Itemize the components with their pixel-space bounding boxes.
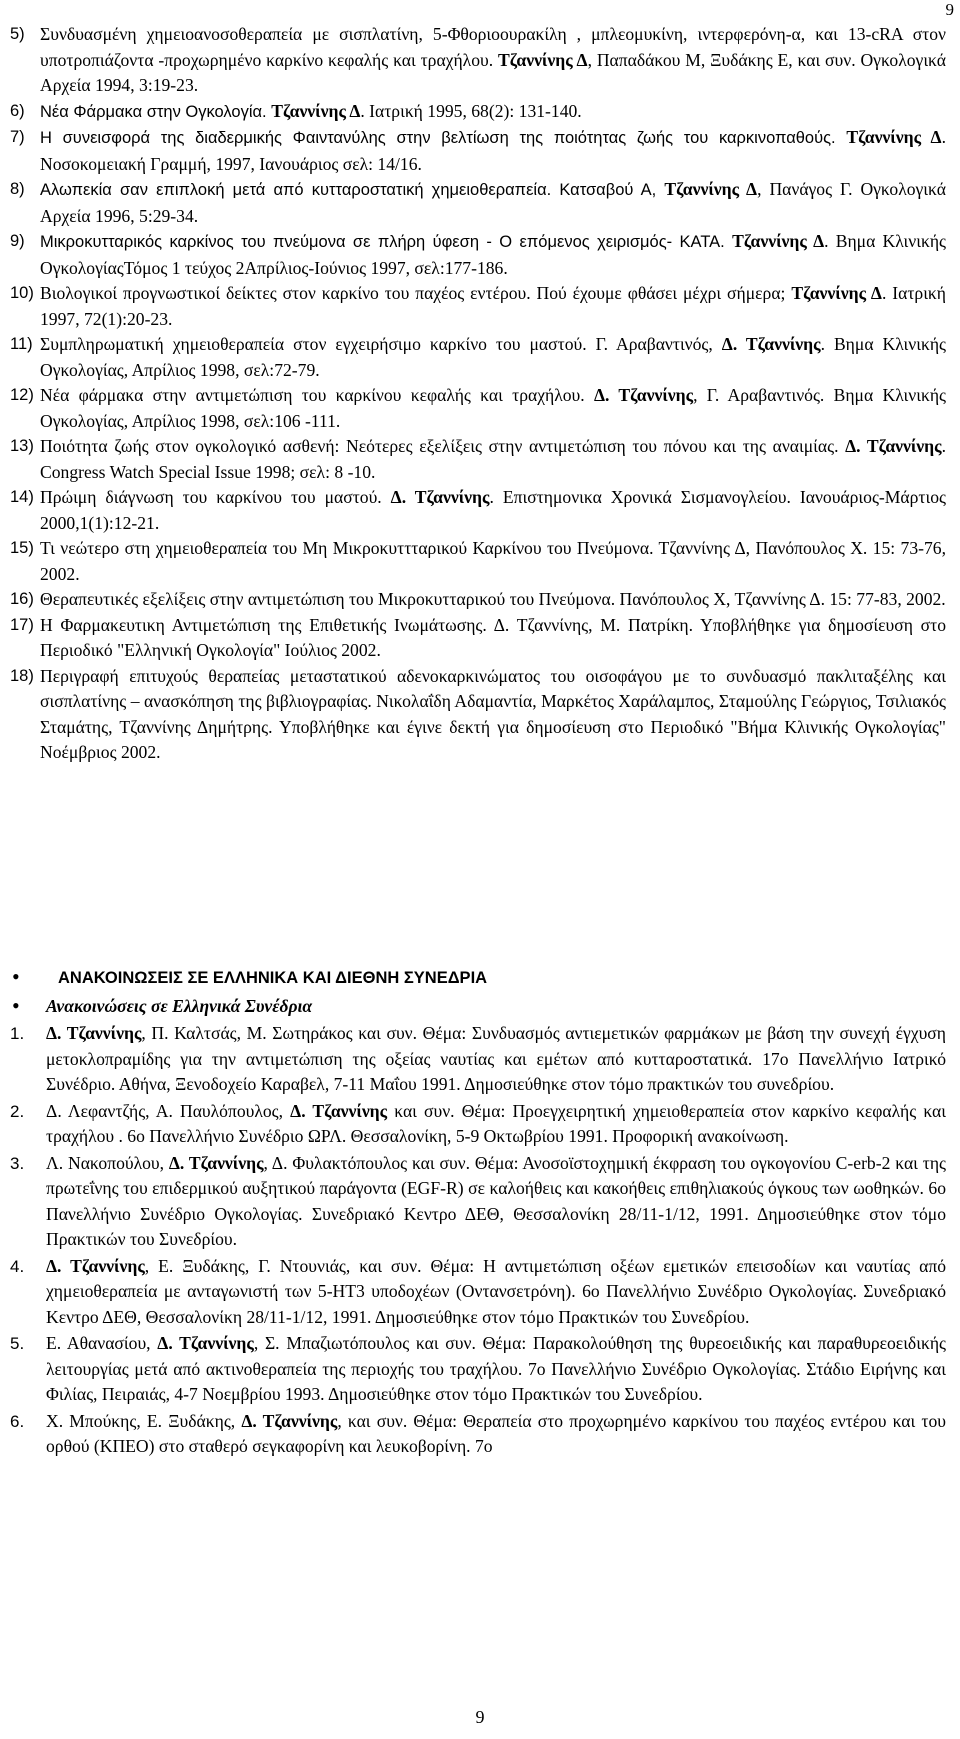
item-text	[46, 1411, 946, 1457]
bullet-icon: •	[12, 964, 20, 989]
item-number: 5)	[10, 25, 25, 43]
conference-entry	[10, 1099, 946, 1150]
text-segment: Λ. Νακοπούλου,	[46, 1152, 169, 1173]
item-number: 17)	[10, 615, 34, 634]
publication-entry	[10, 613, 946, 664]
item-number: 4.	[10, 1256, 25, 1276]
item-text	[40, 436, 946, 482]
text-segment: . Νοσοκομειακή Γραμμή, 1997, Ιανουάριος σελ: 14/16.	[40, 127, 946, 174]
publication-entry	[10, 332, 946, 383]
text-segment: Χ. Μπούκης, Ε. Ξυδάκης,	[46, 1410, 242, 1431]
item-number: 6.	[10, 1411, 25, 1431]
text-segment: Δ. Λεφαντζής, Α. Παυλόπουλος,	[46, 1100, 291, 1121]
text-segment: , Ε. Ξυδάκης, Γ. Ντουνιάς, και συν. Θέμα: Η αντιμετώπιση οξέων εμετικών επεισοδίων και ναυτίας από χημειοθεραπεία με ανταγωνιστή των 5-HT3 υποδοχέων (Οντανσετρόνη). 6ο Πανελλήνιο Συνέδριο Ογκολογίας. Συνεδριακό Κεντρο ΔΕΘ, Θεσσαλονίκη 28/11-1/12, 1991. Δημοσιεύθηκε στον τόμο Πρακτικών του Συνεδρίου.	[46, 1255, 946, 1327]
publication-entry	[10, 664, 946, 766]
conference-list	[10, 1021, 946, 1460]
publication-entry	[10, 281, 946, 332]
announcements-heading: ΑΝΑΚΟΙΝΩΣΕΙΣ ΣΕ ΕΛΛΗΝΙΚΑ ΚΑΙ ΔΙΕΘΝΗ ΣΥΝΕΔΡΙΑ	[58, 969, 488, 987]
publication-entry	[10, 383, 946, 434]
author-highlight: Δ. Τζαννίνης	[290, 1100, 388, 1121]
item-text	[40, 538, 946, 584]
conference-entry	[10, 1331, 946, 1408]
publication-entry	[10, 536, 946, 587]
text-segment: Θεραπευτικές εξελίξεις στην αντιμετώπιση του Μικροκυτταρικού του Πνεύμονα. Πανόπουλος Χ, Τζαννίνης Δ. 15: 77-83, 2002.	[40, 589, 946, 609]
text-segment: . Ιατρική 1997, 72(1):20-23.	[40, 283, 946, 329]
text-segment: Η Φαρμακευτικη Αντιμετώπιση της Επιθετικής Ινωμάτωσης. Δ. Τζαννίνης, Μ. Πατρίκη. Υποβλήθηκε για δημοσίευση στο Περιοδικό "Ελληνική Ογκολογία" Ιούλιος 2002.	[40, 614, 946, 660]
item-number: 13)	[10, 437, 34, 455]
item-number: 15)	[10, 539, 34, 557]
text-segment: Πρώιμη διάγνωση του καρκίνου του μαστού.	[40, 487, 391, 507]
item-text	[46, 1101, 946, 1147]
announcements-section	[10, 963, 946, 1460]
item-text	[40, 666, 946, 763]
item-text	[46, 1153, 946, 1250]
item-number: 2.	[10, 1101, 25, 1121]
text-segment: Νέα Φάρμακα στην Ογκολογία.	[40, 102, 272, 121]
author-highlight: Δ. Τζαννίνης	[845, 436, 942, 456]
item-number: 12)	[10, 386, 34, 404]
item-text	[40, 283, 946, 329]
author-highlight: Τζαννίνης Δ	[846, 127, 942, 147]
publication-entry	[10, 99, 946, 126]
text-segment: Περιγραφή επιτυχούς θεραπείας μεταστατικού αδενοκαρκινώματος του οισοφάγου με το συνδυασμό πακλιταξέλης και σισπλατίνης – ανασκόπηση της βιβλιογραφίας. Νικολαΐδη Αδαμαντία, Μαρκέτος Χαράλαμπος, Σταμούλης Γεώργιος, Τσιλιακός Σταμάτης, Τζαννίνης Δημήτρης. Υποβλήθηκε και έγινε δεκτή για δημοσίευση στο Περιοδικό "Βήμα Κλινικής Ογκολογίας" Νοέμβριος 2002.	[40, 665, 946, 762]
text-segment: , Παπαδάκου Μ, Ξυδάκης Ε, και συν. Ογκολογικά Αρχεία 1994, 3:19-23.	[40, 49, 946, 95]
author-highlight: Δ. Τζαννίνης	[241, 1410, 338, 1431]
item-number: 3.	[10, 1153, 25, 1173]
publication-entry	[10, 177, 946, 229]
author-highlight: Τζαννίνης Δ	[791, 283, 882, 303]
item-number: 9)	[10, 232, 25, 250]
text-segment: Ε. Αθανασίου,	[46, 1333, 158, 1353]
page-number-bottom: 9	[475, 1707, 485, 1727]
author-highlight: Δ. Τζαννίνης	[721, 334, 821, 354]
author-highlight: Τζαννίνης Δ	[497, 49, 588, 70]
author-highlight: Τζαννίνης Δ	[664, 179, 758, 199]
publication-entry	[10, 587, 946, 613]
item-text	[40, 385, 946, 431]
item-text	[40, 487, 946, 533]
conference-entry	[10, 1409, 946, 1460]
item-text	[46, 1333, 946, 1404]
text-segment: . Βημα Κλινικής Ογκολογίας, Απρίλιος 1998, σελ:72-79.	[40, 334, 946, 380]
author-highlight: Τζαννίνης Δ	[732, 231, 825, 251]
publications-list	[10, 22, 946, 766]
text-segment: Ποιότητα ζωής στον ογκολογικό ασθενή: Νεότερες εξελίξεις στην αντιμετώπιση του πόνου και της αναιμίας.	[40, 436, 846, 456]
page-number-top: 9	[945, 0, 954, 19]
text-segment: , Π. Καλτσάς, Μ. Σωτηράκος και συν. Θέμα: Συνδυασμός αντιεμετικών φαρμάκων με βάση την συνεχή έγχυση μετοκλοπραμίδης για την αντιμετώπιση της οξείας ναυτίας και εμέτων από κυτταροστατικά. 17ο Πανελλήνιο Ιατρικό Συνέδριο. Αθήνα, Ξενοδοχείο Καραβελ, 7-11 Μαΐου 1991. Δημοσιεύθηκε στον τόμο πρακτικών του συνεδρίου.	[46, 1023, 946, 1094]
bullet-icon: •	[12, 993, 20, 1018]
text-segment: Αλωπεκία σαν επιπλοκή μετά από κυτταροστατική χημειοθεραπεία. Κατσαβού Α,	[40, 181, 665, 199]
text-segment: Βιολογικοί προγνωστικοί δείκτες στον καρκίνο του παχέος εντέρου. Πού έχουμε φθάσει μέχρι σήμερα;	[40, 283, 792, 303]
publication-entry	[10, 485, 946, 536]
text-segment: . Congress Watch Special Issue 1998; σελ: 8 -10.	[40, 436, 946, 482]
publication-entry	[10, 22, 946, 99]
text-segment: , Πανάγος Γ. Ογκολογικά Αρχεία 1996, 5:29-34.	[40, 179, 946, 226]
author-highlight: Δ. Τζαννίνης	[593, 385, 694, 405]
text-segment: Τι νεώτερο στη χημειοθεραπεία του Μη Μικροκυττταρικού Καρκίνου του Πνεύμονα. Τζαννίνης Δ, Πανόπουλος Χ. 15: 73-76, 2002.	[40, 538, 946, 584]
item-number: 14)	[10, 488, 34, 506]
conference-entry	[10, 1254, 946, 1331]
text-segment: , Δ. Φυλακτόπουλος και συν. Θέμα: Ανοσοϊστοχημική έκφραση του ογκογονίου C-erb-2 και της πρωτεΐνης του επιδερμικού αυξητικού παράγοντα (EGF-R) σε καλοήθεις και κακοήθεις επιθηλιακούς όγκους των ωοθηκών. 6ο Πανελλήνιο Συνέδριο Ογκολογίας. Συνεδριακό Κεντρο ΔΕΘ, Θεσσαλονίκη 28/11-1/12, 1991. Δημοσιεύθηκε στον τόμο Πρακτικών του Συνεδρίου.	[46, 1152, 946, 1249]
item-number: 6)	[10, 101, 25, 120]
conference-entry	[10, 1021, 946, 1098]
text-segment: Συνδυασμένη χημειοανοσοθεραπεία με σισπλατίνη, 5-Φθοριοουρακίλη , μπλεομυκίνη, ιντερφερόνη-α, και 13-cRA στον υποτροπιάζοντα -προχωρημένο καρκίνο κεφαλής και τραχήλου.	[40, 24, 946, 70]
publication-entry	[10, 125, 946, 177]
author-highlight: Δ. Τζαννίνης	[46, 1023, 142, 1043]
text-segment: Η συνεισφορά της διαδερμικής Φαιντανύλης στην βελτίωση της ποιότητας ζωής του καρκινοπαθούς.	[40, 129, 847, 147]
text-segment: . Βημα Κλινικής ΟγκολογίαςΤόμος 1 τεύχος 2Απρίλιος-Ιούνιος 1997, σελ:177-186.	[40, 231, 946, 278]
text-segment: , και συν. Θέμα: Θεραπεία στο προχωρημένο καρκίνου του παχέος εντέρου και του ορθού (ΚΠΕΟ) στο σταθερό σεγκαφορίνη και λευκοβορίνη. 7ο	[46, 1410, 946, 1456]
text-segment: . Επιστημονικα Χρονικά Σισμανογλείου. Ιανουάριος-Μάρτιος 2000,1(1):12-21.	[40, 487, 946, 533]
text-segment: Μικροκυτταρικός καρκίνος του πνεύμονα σε πλήρη ύφεση - Ο επόμενος χειρισμός- ΚΑΤΑ.	[40, 233, 733, 251]
text-segment: και συν. Θέμα: Προεγχειρητική χημειοθεραπεία στον καρκίνο κεφαλής και τραχήλου . 6ο Πανελλήνιο Συνέδριο ΩΡΛ. Θεσσαλονίκη, 5-9 Οκτωβρίου 1991. Προφορική ανακοίνωση.	[46, 1100, 946, 1146]
publication-entry	[10, 229, 946, 281]
author-highlight: Δ. Τζαννίνης	[46, 1255, 145, 1276]
item-text	[40, 127, 946, 174]
item-text	[40, 24, 946, 95]
author-highlight: Δ. Τζαννίνης	[157, 1333, 254, 1353]
author-highlight: Δ. Τζαννίνης	[390, 487, 490, 507]
text-segment: , Γ. Αραβαντινός. Βημα Κλινικής Ογκολογίας, Απρίλιος 1998, σελ:106 -111.	[40, 385, 946, 431]
announcements-subheading-row	[10, 992, 946, 1020]
item-number: 18)	[10, 666, 34, 685]
text-segment: . Ιατρική 1995, 68(2): 131-140.	[360, 100, 582, 121]
announcements-heading-row	[10, 963, 946, 992]
item-number: 16)	[10, 590, 34, 608]
item-text	[40, 589, 946, 609]
item-number: 8)	[10, 180, 25, 198]
author-highlight: Τζαννίνης Δ	[271, 100, 361, 121]
text-segment: , Σ. Μπαζιωτόπουλος και συν. Θέμα: Παρακολούθηση της θυρεοειδικής και παραθυρεοειδικής λειτουργίας μετά από ακτινοθεραπεία της περιοχής του τραχήλου. 7ο Πανελλήνιο Συνέδριο Ογκολογίας. Στάδιο Ειρήνης και Φιλίας, Πειραιάς, 4-7 Νοεμβρίου 1993. Δημοσιεύθηκε στον τόμο Πρακτικών του Συνεδρίου.	[46, 1333, 946, 1404]
item-number: 7)	[10, 128, 25, 146]
text-segment: Νέα φάρμακα στην αντιμετώπιση του καρκίνου κεφαλής και τραχήλου.	[40, 385, 594, 405]
conference-entry	[10, 1151, 946, 1253]
item-text	[40, 231, 946, 278]
item-number: 1.	[10, 1024, 25, 1043]
author-highlight: Δ. Τζαννίνης	[168, 1152, 264, 1173]
publication-entry	[10, 434, 946, 485]
item-text	[40, 334, 946, 380]
item-text	[46, 1023, 946, 1094]
item-number: 5.	[10, 1334, 25, 1353]
item-text	[40, 101, 582, 121]
text-segment: Συμπληρωματική χημειοθεραπεία στον εγχειρήσιμο καρκίνο του μαστού. Γ. Αραβαντινός,	[40, 334, 722, 354]
item-text	[40, 179, 946, 226]
item-text	[46, 1256, 946, 1327]
item-number: 11)	[10, 335, 33, 353]
item-number: 10)	[10, 284, 34, 302]
announcements-subheading: Ανακοινώσεις σε Ελληνικά Συνέδρια	[46, 996, 313, 1016]
item-text	[40, 615, 946, 661]
